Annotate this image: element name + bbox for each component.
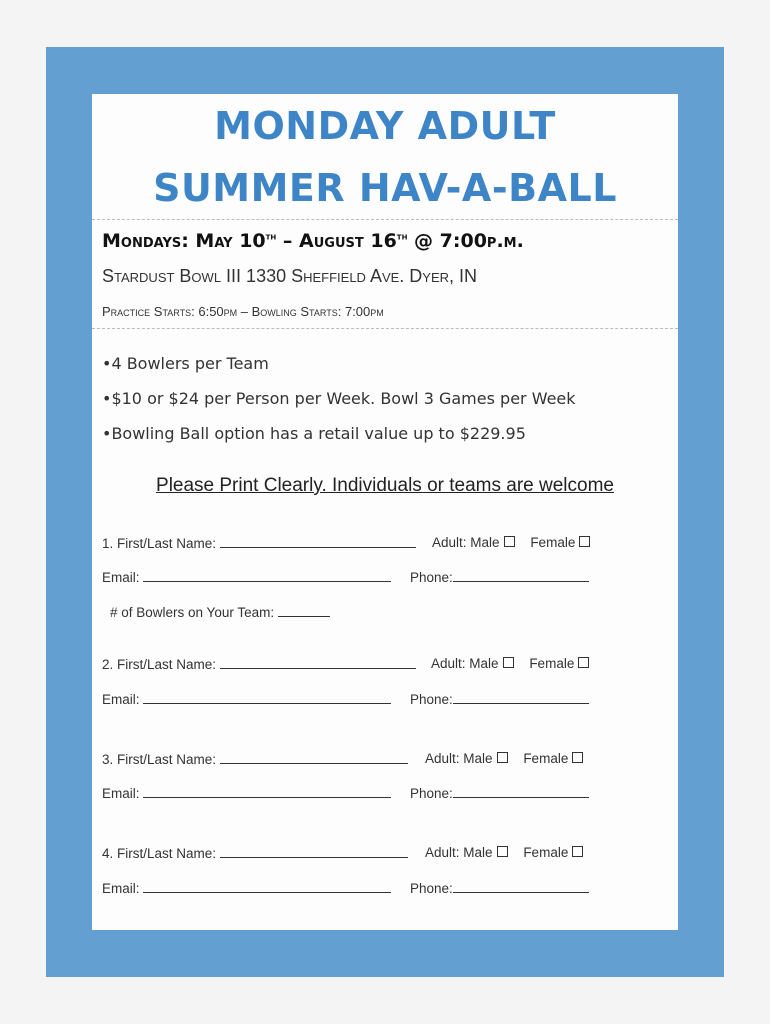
bullet-ball-option: •Bowling Ball option has a retail value up to $229.95 [102,424,526,443]
entry-3-female-checkbox[interactable] [572,752,583,763]
entry-4-male-checkbox[interactable] [497,846,508,857]
entry-2-gender: Adult: Male Female [431,656,589,671]
entry-1-phone: Phone: [410,569,589,585]
entry-1-name: 1. First/Last Name: [102,535,416,551]
event-times: Practice Starts: 6:50pm – Bowling Starts: 7:00pm [102,304,384,319]
entry-1-gender: Adult: Male Female [432,535,590,550]
entry-3-name-field[interactable] [220,751,408,764]
entry-3-gender: Adult: Male Female [425,751,583,766]
entry-1-email: Email: [102,569,391,585]
entry-1-phone-field[interactable] [453,569,589,582]
entry-2-female-checkbox[interactable] [578,657,589,668]
title-line-2: SUMMER HAV-A-BALL [153,166,617,210]
entry-1-male-checkbox[interactable] [504,536,515,547]
bullet-team-size: •4 Bowlers per Team [102,354,269,373]
entry-2-email-field[interactable] [143,691,391,704]
bowlers-count-field[interactable] [278,604,330,617]
divider-top [92,219,678,220]
flyer-sheet [92,94,678,930]
entry-1-email-field[interactable] [143,569,391,582]
entry-4-phone: Phone: [410,880,589,896]
entry-3-phone: Phone: [410,785,589,801]
entry-4-name: 4. First/Last Name: [102,845,408,861]
entry-2-email: Email: [102,691,391,707]
entry-2-phone-field[interactable] [453,691,589,704]
print-note: Please Print Clearly. Individuals or teams are welcome [156,475,614,496]
entry-2-phone: Phone: [410,691,589,707]
entry-4-name-field[interactable] [220,845,408,858]
entry-2-name-field[interactable] [220,656,416,669]
entry-2-male-checkbox[interactable] [503,657,514,668]
entry-1-name-field[interactable] [220,535,416,548]
entry-3-email: Email: [102,785,391,801]
event-dates: Mondays: May 10th – August 16th @ 7:00p.m. [102,230,524,252]
entry-4-phone-field[interactable] [453,880,589,893]
entry-1-female-checkbox[interactable] [579,536,590,547]
bullet-price: •$10 or $24 per Person per Week. Bowl 3 Games per Week [102,389,576,408]
entry-4-email: Email: [102,880,391,896]
divider-bottom [92,328,678,329]
entry-2-name: 2. First/Last Name: [102,656,416,672]
entry-4-email-field[interactable] [143,880,391,893]
title-line-1: MONDAY ADULT [214,104,556,148]
entry-3-name: 3. First/Last Name: [102,751,408,767]
entry-4-gender: Adult: Male Female [425,845,583,860]
entry-3-phone-field[interactable] [453,785,589,798]
entry-4-female-checkbox[interactable] [572,846,583,857]
bowlers-count: # of Bowlers on Your Team: [110,604,330,620]
entry-3-email-field[interactable] [143,785,391,798]
event-location: Stardust Bowl III 1330 Sheffield Ave. Dyer, IN [102,266,478,286]
entry-3-male-checkbox[interactable] [497,752,508,763]
